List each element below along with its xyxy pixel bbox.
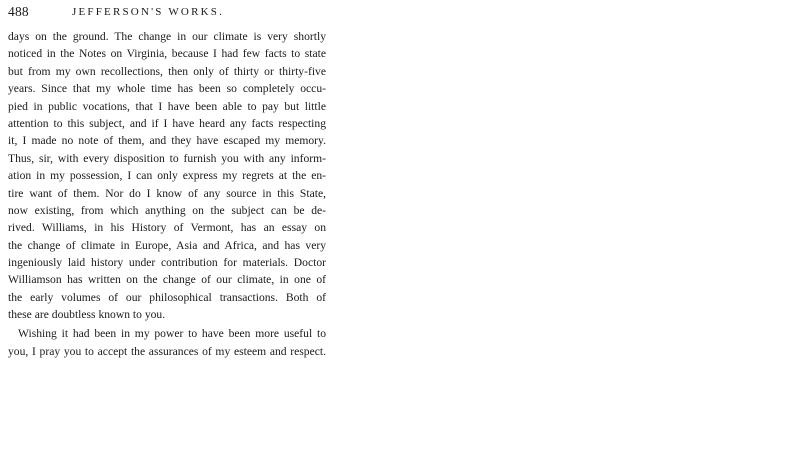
text-line: the early volumes of our philosophical transactions. Both of xyxy=(8,290,326,304)
text-line: the change of climate in Europe, Asia and Africa, and has very xyxy=(8,238,326,252)
text-line: years. Since that my whole time has been so completely occu- xyxy=(8,82,326,96)
page-number: 488 xyxy=(8,4,29,19)
paragraph-closing xyxy=(8,325,326,360)
text-line: it, I made no note of them, and they have escaped my memory. xyxy=(8,134,326,148)
text-line: noticed in the Notes on Virginia, because I had few facts to state xyxy=(8,47,326,61)
body-text xyxy=(8,28,326,360)
running-title: JEFFERSON'S WORKS. xyxy=(72,6,225,18)
text-line: you, I pray you to accept the assurances of my esteem and respect. xyxy=(8,344,326,358)
text-line: Wishing it had been in my power to have been more useful to xyxy=(18,327,326,341)
text-line: pied in public vocations, that I have been able to pay but little xyxy=(8,99,326,113)
text-line: these are doubtless known to you. xyxy=(8,308,166,322)
text-line: Williamson has written on the change of our climate, in one of xyxy=(8,273,326,287)
text-line: ingeniously laid history under contribution for materials. Doctor xyxy=(8,256,326,270)
text-line: now existing, from which anything on the subject can be de- xyxy=(8,203,326,217)
text-line: Thus, sir, with every disposition to furnish you with any inform- xyxy=(8,151,326,165)
text-line: rived. Williams, in his History of Vermont, has an essay on xyxy=(8,221,326,235)
text-line: days on the ground. The change in our climate is very shortly xyxy=(8,30,326,43)
text-line: ation in my possession, I can only express my regrets at the en- xyxy=(8,169,326,183)
text-line: tire want of them. Nor do I know of any source in this State, xyxy=(8,186,326,200)
paragraph-letter-body xyxy=(8,28,326,324)
text-line: but from my own recollections, then only of thirty or thirty-five xyxy=(8,64,326,78)
text-line: attention to this subject, and if I have heard any facts respecting xyxy=(8,116,326,130)
running-head xyxy=(8,3,326,21)
